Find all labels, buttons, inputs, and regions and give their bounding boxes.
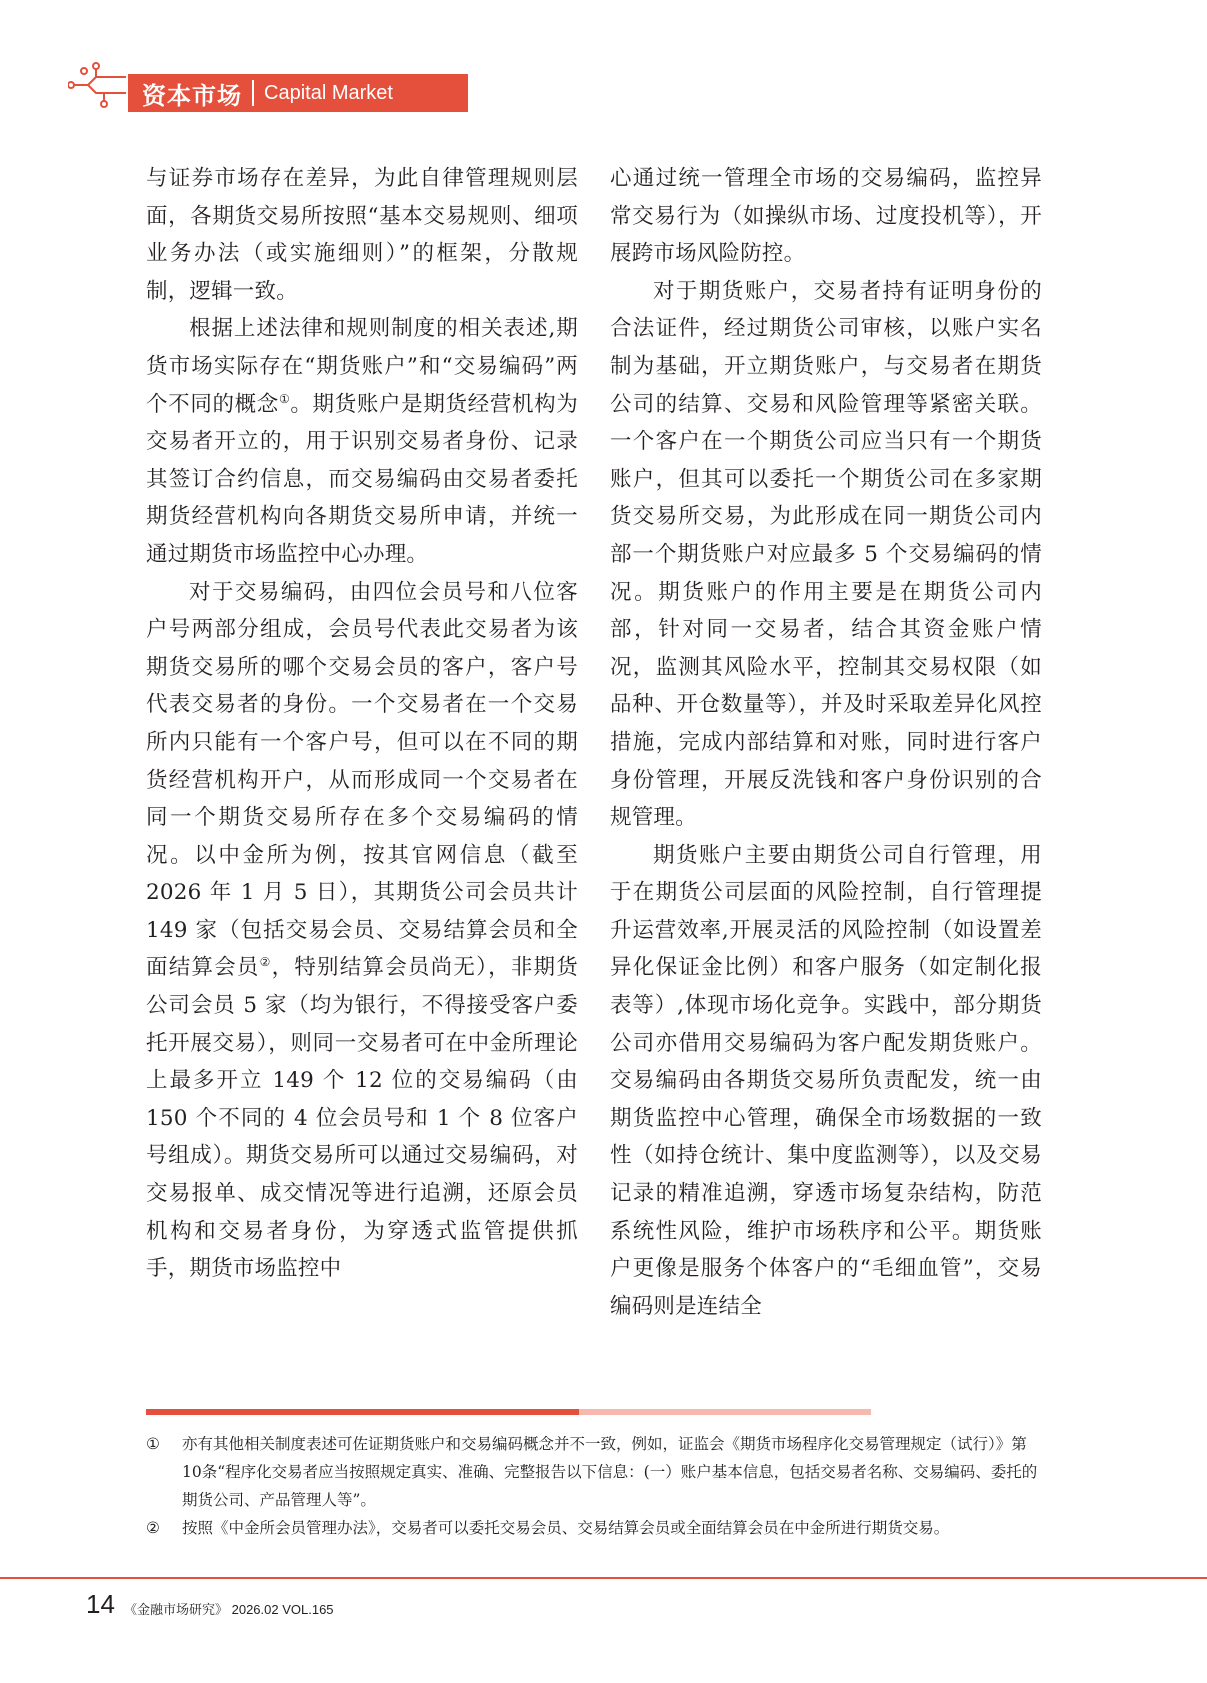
footnote-mark: ②: [146, 1519, 160, 1537]
left-column: [146, 160, 578, 1288]
footnote-text: 亦有其他相关制度表述可佐证期货账户和交易编码概念并不一致，例如，证监会《期货市场程序化交易管理规定（试行）》第10条“程序化交易者应当按照规定真实、准确、完整报告以下信息：(一）账户基本信息，包括交易者名称、交易编码、委托的期货公司、产品管理人等”。: [182, 1435, 1038, 1509]
footnote-text: 按照《中金所会员管理办法》，交易者可以委托交易会员、交易结算会员或全面结算会员在中金所进行期货交易。: [182, 1519, 950, 1537]
circuit-icon: [68, 62, 132, 108]
section-title-en: Capital Market: [264, 81, 393, 104]
footnote-ref[interactable]: ②: [259, 955, 272, 970]
section-divider: [252, 80, 254, 106]
footnote: [146, 1430, 1046, 1514]
footnotes: [146, 1430, 1046, 1542]
paragraph: 心通过统一管理全市场的交易编码，监控异常交易行为（如操纵市场、过度投机等），开展跨市场风险防控。: [610, 166, 1042, 267]
section-title-cn: 资本市场: [142, 81, 242, 110]
paragraph: 对于交易编码，由四位会员号和八位客户号两部分组成，会员号代表此交易者为该期货交易所的哪个交易会员的客户，客户号代表交易者的身份。一个交易者在一个交易所内只能有一个客户号，但可以在不同的期货经营机构开户，从而形成同一个交易者在同一个期货交易所存在多个交易编码的情况。以中金所为例，按其官网信息（截至 2026 年 1 月 5 日），其期货公司会员共计 149 家（包括交易会员、交易结算会员和全面结算会员②，特别结算会员尚无），非期货公司会员 5 家（均为银行，不得接受客户委托开展交易），则同一交易者可在中金所理论上最多开立 149 个 12 位的交易编码（由 150 个不同的 4 位会员号和 1 个 8 位客户号组成）。期货交易所可以通过交易编码，对交易报单、成交情况等进行追溯，还原会员机构和交易者身份，为穿透式监管提供抓手，期货市场监控中: [146, 579, 578, 1282]
footer-rule: [0, 1577, 1207, 1579]
footnote-ref[interactable]: ①: [278, 391, 291, 406]
footnote-mark: ①: [146, 1435, 160, 1453]
paragraph: 期货账户主要由期货公司自行管理，用于在期货公司层面的风险控制，自行管理提升运营效率,开展灵活的风险控制（如设置差异化保证金比例）和客户服务（如定制化报表等）,体现市场化竞争。实践中，部分期货公司亦借用交易编码为客户配发期货账户。交易编码由各期货交易所负责配发，统一由期货监控中心管理，确保全市场数据的一致性（如持仓统计、集中度监测等），以及交易记录的精准追溯，穿透市场复杂结构，防范系统性风险，维护市场秩序和公平。期货账户更像是服务个体客户的“毛细血管”，交易编码则是连结全: [610, 842, 1042, 1319]
section-tag: [128, 74, 468, 112]
footnote-divider: [146, 1409, 871, 1415]
paragraph: 对于期货账户，交易者持有证明身份的合法证件，经过期货公司审核，以账户实名制为基础，开立期货账户，与交易者在期货公司的结算、交易和风险管理等紧密关联。一个客户在一个期货公司应当只有一个期货账户，但其可以委托一个期货公司在多家期货交易所交易，为此形成在同一期货公司内部一个期货账户对应最多 5 个交易编码的情况。期货账户的作用主要是在期货公司内部，针对同一交易者，结合其资金账户情况，监测其风险水平，控制其交易权限（如品种、开仓数量等），并及时采取差异化风控措施，完成内部结算和对账，同时进行客户身份管理，开展反洗钱和客户身份识别的合规管理。: [610, 278, 1042, 831]
footnote: [146, 1514, 1046, 1542]
journal-info: 《金融市场研究》 2026.02 VOL.165: [124, 1602, 334, 1617]
page-header: [0, 0, 1207, 130]
page-number: 14: [86, 1589, 115, 1619]
right-column: [610, 160, 1042, 1325]
paragraph: 与证券市场存在差异，为此自律管理规则层面，各期货交易所按照“基本交易规则、细项业务办法（或实施细则）”的框架，分散规制，逻辑一致。: [146, 166, 578, 304]
paragraph: 根据上述法律和规则制度的相关表述,期货市场实际存在“期货账户”和“交易编码”两个不同的概念①。期货账户是期货经营机构为交易者开立的，用于识别交易者身份、记录其签订合约信息，而交易编码由交易者委托期货经营机构向各期货交易所申请，并统一通过期货市场监控中心办理。: [146, 316, 578, 567]
